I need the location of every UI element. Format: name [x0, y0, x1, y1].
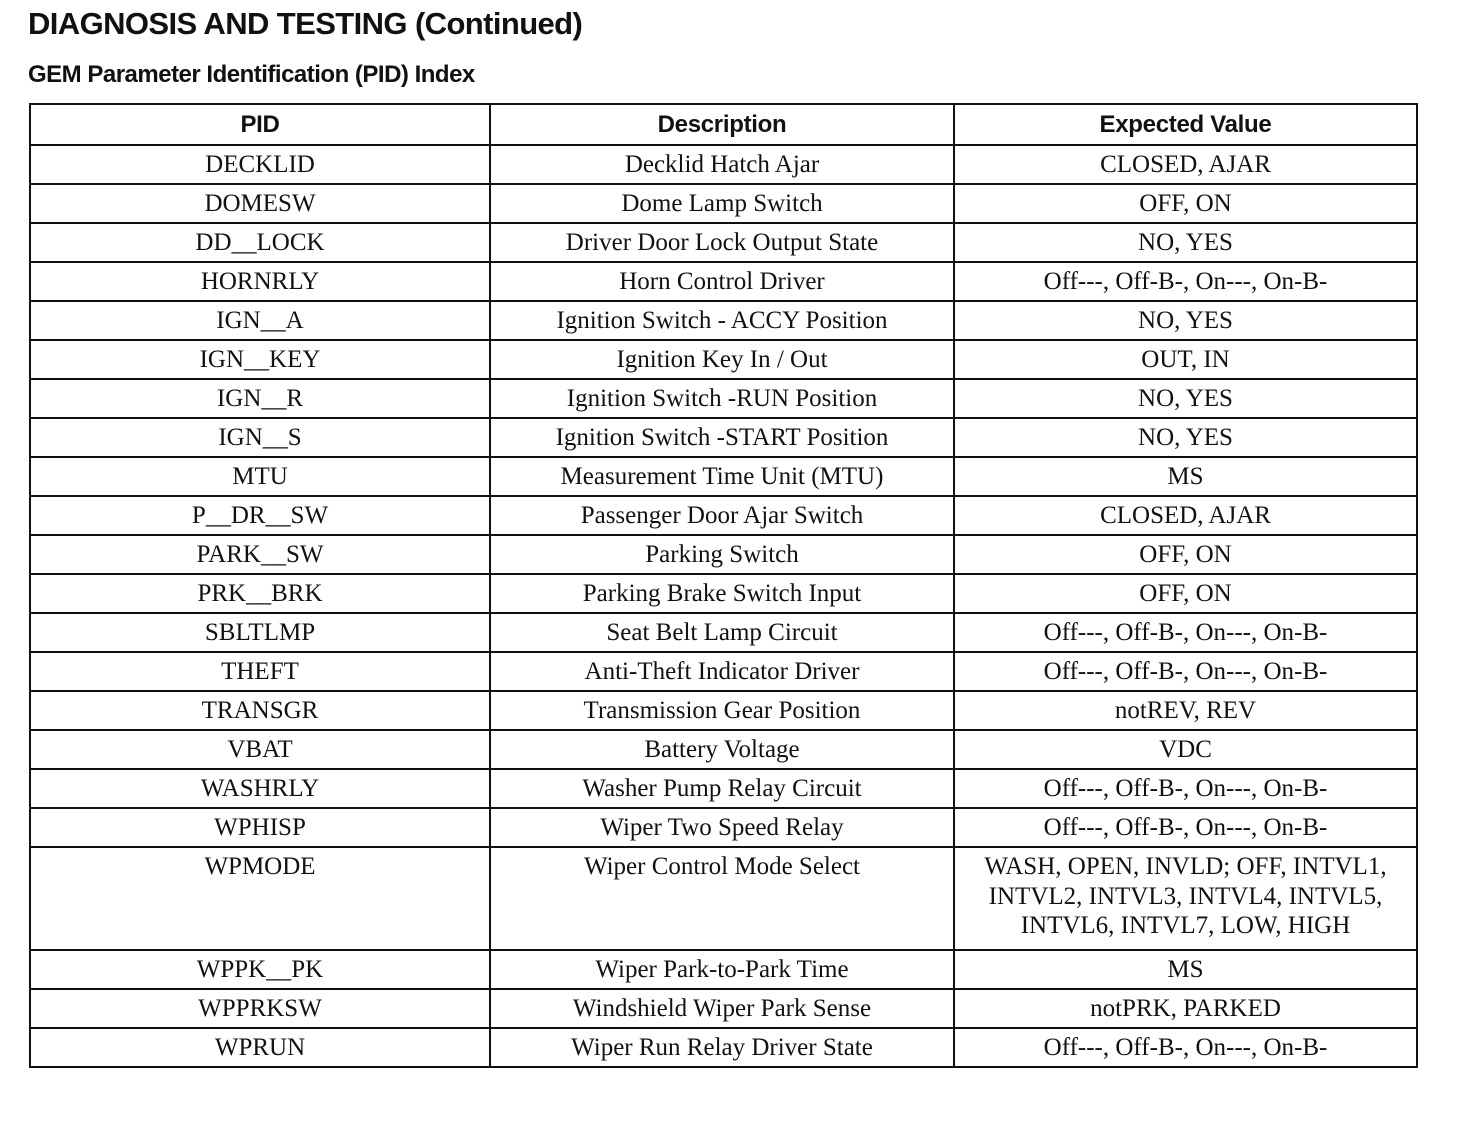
table-row: [30, 496, 1417, 535]
table-row: [30, 184, 1417, 223]
table-row: [30, 613, 1417, 652]
description-cell: Wiper Park-to-Park Time: [490, 950, 954, 989]
description-cell: Seat Belt Lamp Circuit: [490, 613, 954, 652]
description-cell: Passenger Door Ajar Switch: [490, 496, 954, 535]
pid-cell: HORNRLY: [30, 262, 490, 301]
expected-value-cell: notREV, REV: [954, 691, 1417, 730]
description-cell: Measurement Time Unit (MTU): [490, 457, 954, 496]
description-cell: Battery Voltage: [490, 730, 954, 769]
description-cell: Horn Control Driver: [490, 262, 954, 301]
description-cell: Ignition Switch -RUN Position: [490, 379, 954, 418]
description-cell: Ignition Switch - ACCY Position: [490, 301, 954, 340]
description-cell: Parking Brake Switch Input: [490, 574, 954, 613]
pid-cell: IGN__R: [30, 379, 490, 418]
table-row: [30, 535, 1417, 574]
expected-value-line: INTVL2, INTVL3, INTVL4, INTVL5,: [988, 882, 1383, 910]
pid-cell: IGN__S: [30, 418, 490, 457]
expected-value-cell: NO, YES: [954, 418, 1417, 457]
pid-cell: IGN__A: [30, 301, 490, 340]
pid-cell: WPRUN: [30, 1028, 490, 1067]
table-row: [30, 950, 1417, 989]
description-cell: Wiper Control Mode Select: [490, 847, 954, 950]
pid-cell: MTU: [30, 457, 490, 496]
table-row: [30, 769, 1417, 808]
pid-cell: IGN__KEY: [30, 340, 490, 379]
expected-value-cell: Off---, Off-B-, On---, On-B-: [954, 652, 1417, 691]
expected-value-cell: NO, YES: [954, 223, 1417, 262]
table-row: [30, 262, 1417, 301]
expected-value-cell: Off---, Off-B-, On---, On-B-: [954, 808, 1417, 847]
description-cell: Anti-Theft Indicator Driver: [490, 652, 954, 691]
expected-value-cell: CLOSED, AJAR: [954, 496, 1417, 535]
table-row: [30, 145, 1417, 184]
pid-cell: P__DR__SW: [30, 496, 490, 535]
table-row: [30, 301, 1417, 340]
description-cell: Ignition Key In / Out: [490, 340, 954, 379]
expected-value-cell: OFF, ON: [954, 184, 1417, 223]
pid-cell: THEFT: [30, 652, 490, 691]
expected-value-cell: notPRK, PARKED: [954, 989, 1417, 1028]
pid-cell: SBLTLMP: [30, 613, 490, 652]
pid-cell: WASHRLY: [30, 769, 490, 808]
description-cell: Parking Switch: [490, 535, 954, 574]
expected-value-line: WASH, OPEN, INVLD; OFF, INTVL1,: [984, 853, 1387, 880]
pid-index-table: [29, 103, 1418, 1068]
table-row: [30, 989, 1417, 1028]
expected-value-cell: NO, YES: [954, 379, 1417, 418]
expected-value-cell: VDC: [954, 730, 1417, 769]
description-cell: Windshield Wiper Park Sense: [490, 989, 954, 1028]
table-row: [30, 457, 1417, 496]
table-row: [30, 340, 1417, 379]
header-description: Description: [490, 104, 954, 145]
expected-value-cell: OUT, IN: [954, 340, 1417, 379]
table-row: [30, 1028, 1417, 1067]
section-title: GEM Parameter Identification (PID) Index: [28, 61, 475, 88]
pid-cell: DECKLID: [30, 145, 490, 184]
expected-value-cell: MS: [954, 457, 1417, 496]
expected-value-cell: OFF, ON: [954, 574, 1417, 613]
expected-value-cell: Off---, Off-B-, On---, On-B-: [954, 262, 1417, 301]
pid-cell: WPPK__PK: [30, 950, 490, 989]
description-cell: Ignition Switch -START Position: [490, 418, 954, 457]
expected-value-line: INTVL6, INTVL7, LOW, HIGH: [1020, 912, 1351, 939]
description-cell: Wiper Two Speed Relay: [490, 808, 954, 847]
table-row: [30, 847, 1417, 950]
expected-value-cell: Off---, Off-B-, On---, On-B-: [954, 613, 1417, 652]
expected-value-cell: OFF, ON: [954, 535, 1417, 574]
table-row: [30, 574, 1417, 613]
table-row: [30, 379, 1417, 418]
table-row: [30, 730, 1417, 769]
pid-cell: WPHISP: [30, 808, 490, 847]
pid-cell: DOMESW: [30, 184, 490, 223]
pid-cell: PARK__SW: [30, 535, 490, 574]
expected-value-cell: Off---, Off-B-, On---, On-B-: [954, 769, 1417, 808]
description-cell: Driver Door Lock Output State: [490, 223, 954, 262]
expected-value-cell: [954, 847, 1417, 950]
table-row: [30, 652, 1417, 691]
description-cell: Wiper Run Relay Driver State: [490, 1028, 954, 1067]
pid-cell: PRK__BRK: [30, 574, 490, 613]
table-row: [30, 808, 1417, 847]
table-row: [30, 691, 1417, 730]
expected-value-cell: Off---, Off-B-, On---, On-B-: [954, 1028, 1417, 1067]
table-row: [30, 223, 1417, 262]
header-pid: PID: [30, 104, 490, 145]
expected-value-cell: NO, YES: [954, 301, 1417, 340]
expected-value-cell: MS: [954, 950, 1417, 989]
pid-cell: WPMODE: [30, 847, 490, 950]
table-row: [30, 418, 1417, 457]
description-cell: Washer Pump Relay Circuit: [490, 769, 954, 808]
pid-cell: DD__LOCK: [30, 223, 490, 262]
description-cell: Dome Lamp Switch: [490, 184, 954, 223]
expected-value-cell: CLOSED, AJAR: [954, 145, 1417, 184]
page-title: DIAGNOSIS AND TESTING (Continued): [28, 6, 583, 41]
pid-cell: TRANSGR: [30, 691, 490, 730]
pid-cell: WPPRKSW: [30, 989, 490, 1028]
description-cell: Decklid Hatch Ajar: [490, 145, 954, 184]
table-header-row: [30, 104, 1417, 145]
header-expected-value: Expected Value: [954, 104, 1417, 145]
description-cell: Transmission Gear Position: [490, 691, 954, 730]
pid-cell: VBAT: [30, 730, 490, 769]
